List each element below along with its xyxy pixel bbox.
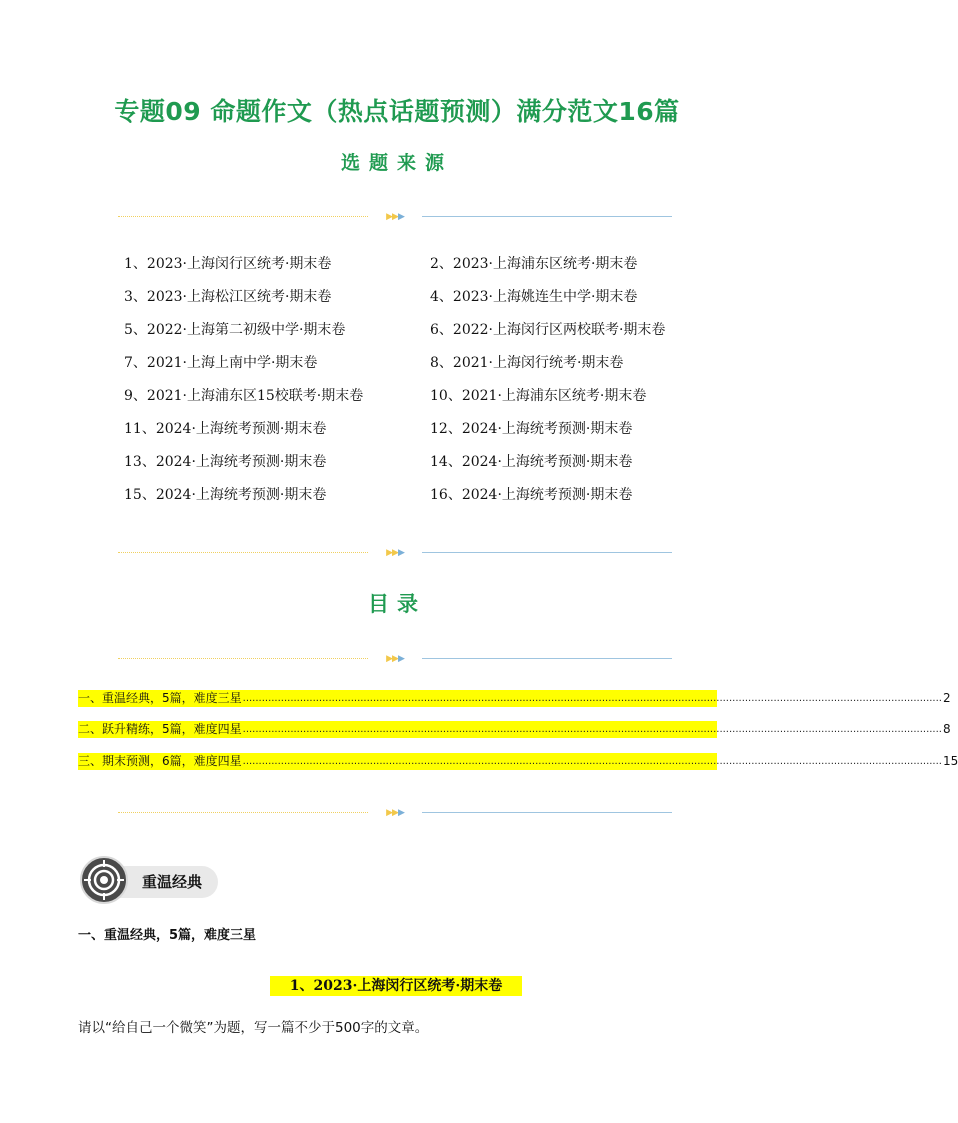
arrow-decoration-icon: ▶▶▶ xyxy=(386,654,404,664)
toc-entry[interactable] xyxy=(78,690,951,707)
toc-entry-page: 2 xyxy=(942,691,951,705)
source-item: 4、2023·上海姚连生中学·期末卷 xyxy=(430,289,638,305)
toc-entry-label: 二、跃升精练，5篇，难度四星 xyxy=(78,722,242,736)
divider xyxy=(118,548,672,558)
target-icon xyxy=(80,856,128,904)
toc-entry-page: 8 xyxy=(942,722,951,736)
toc-entry[interactable] xyxy=(78,721,951,738)
source-item: 3、2023·上海松江区统考·期末卷 xyxy=(124,289,332,305)
toc-entry[interactable] xyxy=(78,753,958,770)
source-item: 9、2021·上海浦东区15校联考·期末卷 xyxy=(124,388,364,404)
arrow-decoration-icon: ▶▶▶ xyxy=(386,212,404,222)
arrow-decoration-icon: ▶▶▶ xyxy=(386,808,404,818)
toc-entry-label: 一、重温经典，5篇，难度三星 xyxy=(78,691,242,705)
section-heading: 一、重温经典，5篇，难度三星 xyxy=(78,928,257,943)
source-item: 7、2021·上海上南中学·期末卷 xyxy=(124,355,318,371)
source-item: 8、2021·上海闵行统考·期末卷 xyxy=(430,355,624,371)
badge-label: 重温经典 xyxy=(142,873,203,891)
essay-prompt: 请以“给自己一个微笑”为题，写一篇不少于500字的文章。 xyxy=(78,1020,429,1036)
divider xyxy=(118,654,672,664)
toc-entry-label: 三、期末预测，6篇，难度四星 xyxy=(78,754,242,768)
divider xyxy=(118,808,672,818)
source-item: 13、2024·上海统考预测·期末卷 xyxy=(124,454,327,470)
section-badge xyxy=(80,856,220,908)
divider xyxy=(118,212,672,222)
source-item: 1、2023·上海闵行区统考·期末卷 xyxy=(124,256,332,272)
toc-leader: ............................................................................................................................................................................................................................ xyxy=(242,724,942,735)
source-item: 16、2024·上海统考预测·期末卷 xyxy=(430,487,633,503)
question-title: 1、2023·上海闵行区统考·期末卷 xyxy=(270,976,522,996)
toc-leader: ............................................................................................................................................................................................................................ xyxy=(242,693,942,704)
toc-title: 目录 xyxy=(368,592,426,616)
arrow-decoration-icon: ▶▶▶ xyxy=(386,548,404,558)
toc-entry-page: 15 xyxy=(942,754,958,768)
source-item: 2、2023·上海浦东区统考·期末卷 xyxy=(430,256,638,272)
source-item: 15、2024·上海统考预测·期末卷 xyxy=(124,487,327,503)
toc-leader: ............................................................................................................................................................................................................................ xyxy=(242,756,942,767)
source-item: 12、2024·上海统考预测·期末卷 xyxy=(430,421,633,437)
source-item: 11、2024·上海统考预测·期末卷 xyxy=(124,421,327,437)
source-item: 14、2024·上海统考预测·期末卷 xyxy=(430,454,633,470)
document-title: 专题09 命题作文（热点话题预测）满分范文16篇 xyxy=(114,97,680,126)
source-item: 10、2021·上海浦东区统考·期末卷 xyxy=(430,388,647,404)
source-item: 6、2022·上海闵行区两校联考·期末卷 xyxy=(430,322,666,338)
source-item: 5、2022·上海第二初级中学·期末卷 xyxy=(124,322,346,338)
sources-heading: 选题来源 xyxy=(340,152,453,174)
